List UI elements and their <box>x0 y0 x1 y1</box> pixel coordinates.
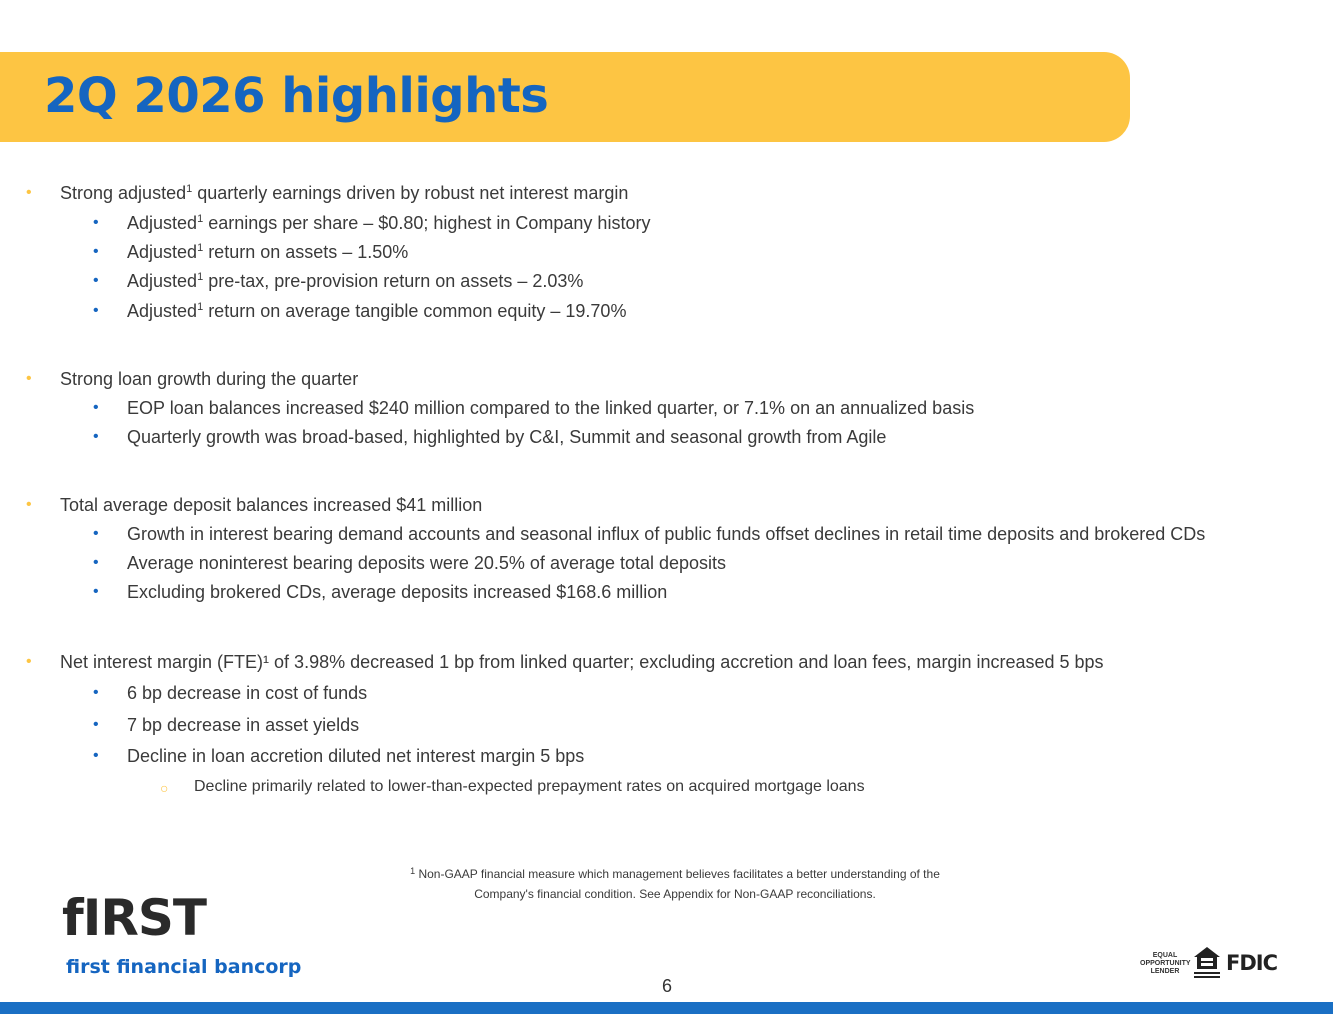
page-number: 6 <box>661 976 672 996</box>
bullet-dot-icon: • <box>26 370 32 387</box>
section-heading: Strong adjusted$^1$ quarterly earnings driven by robust net interest margin <box>60 183 629 203</box>
list-item: Average noninterest bearing deposits were 20.5% of average total deposits <box>127 553 727 573</box>
company-logo: fIRST <box>62 889 206 947</box>
list-item: Adjusted$^1$ pre-tax, pre-provision return on assets – 2.03% <box>127 271 584 291</box>
bullet-dot-icon: • <box>93 428 99 445</box>
page-title: 2Q 2026 highlights <box>44 68 549 124</box>
list-subitem: Decline primarily related to lower-than-expected prepayment rates on acquired mortgage loans <box>194 778 865 795</box>
section-heading: Net interest margin (FTE)¹ of 3.98% decreased 1 bp from linked quarter; excluding accretion and loan fees, margin increased 5 bps <box>60 652 1104 672</box>
bullet-dot-icon: • <box>93 525 99 542</box>
bullet-dot-icon: • <box>93 684 99 701</box>
list-item: Adjusted$^1$ return on average tangible common equity – 19.70% <box>127 301 627 321</box>
fdic-logo: FDIC <box>1226 951 1278 975</box>
list-item: 7 bp decrease in asset yields <box>127 715 360 735</box>
bullet-dot-icon: • <box>26 184 32 201</box>
list-item: Quarterly growth was broad-based, highlighted by C&I, Summit and seasonal growth from Agile <box>127 427 887 447</box>
circle-bullet-icon: ○ <box>160 780 169 796</box>
list-item: Decline in loan accretion diluted net interest margin 5 bps <box>127 746 585 766</box>
bullet-dot-icon: • <box>93 583 99 600</box>
bullet-dot-icon: • <box>93 399 99 416</box>
bullet-dot-icon: • <box>26 653 32 670</box>
bullet-dot-icon: • <box>93 302 99 319</box>
list-item: Adjusted$^1$ return on assets – 1.50% <box>127 242 409 262</box>
list-item: Adjusted$^1$ earnings per share – $0.80; highest in Company history <box>127 213 651 233</box>
bullet-dot-icon: • <box>93 554 99 571</box>
footnote-line: Company's financial condition. See Appendix for Non-GAAP reconciliations. <box>474 887 876 901</box>
company-tagline: first financial bancorp <box>66 956 302 978</box>
footnote <box>380 864 970 904</box>
list-item: 6 bp decrease in cost of funds <box>127 683 368 703</box>
list-item: Growth in interest bearing demand accounts and seasonal influx of public funds offset declines in retail time deposits and brokered CDs <box>127 524 1206 544</box>
bullet-dot-icon: • <box>26 496 32 513</box>
bottom-bar <box>0 1002 1333 1014</box>
section-heading: Strong loan growth during the quarter <box>60 369 359 389</box>
bullet-dot-icon: • <box>93 214 99 231</box>
list-item: Excluding brokered CDs, average deposits increased $168.6 million <box>127 582 668 602</box>
equal-housing-lender-icon <box>1192 945 1222 979</box>
equal-opportunity-lender-label: EQUAL OPPORTUNITY LENDER <box>1140 952 1191 975</box>
bullet-dot-icon: • <box>93 747 99 764</box>
footnote-line: $^1$ Non-GAAP financial measure which management believes facilitates a better understanding of the <box>410 866 940 881</box>
bullet-dot-icon: • <box>93 716 99 733</box>
bullet-dot-icon: • <box>93 272 99 289</box>
bullet-dot-icon: • <box>93 243 99 260</box>
section-heading: Total average deposit balances increased $41 million <box>60 495 483 515</box>
list-item: EOP loan balances increased $240 million compared to the linked quarter, or 7.1% on an annualized basis <box>127 398 975 418</box>
